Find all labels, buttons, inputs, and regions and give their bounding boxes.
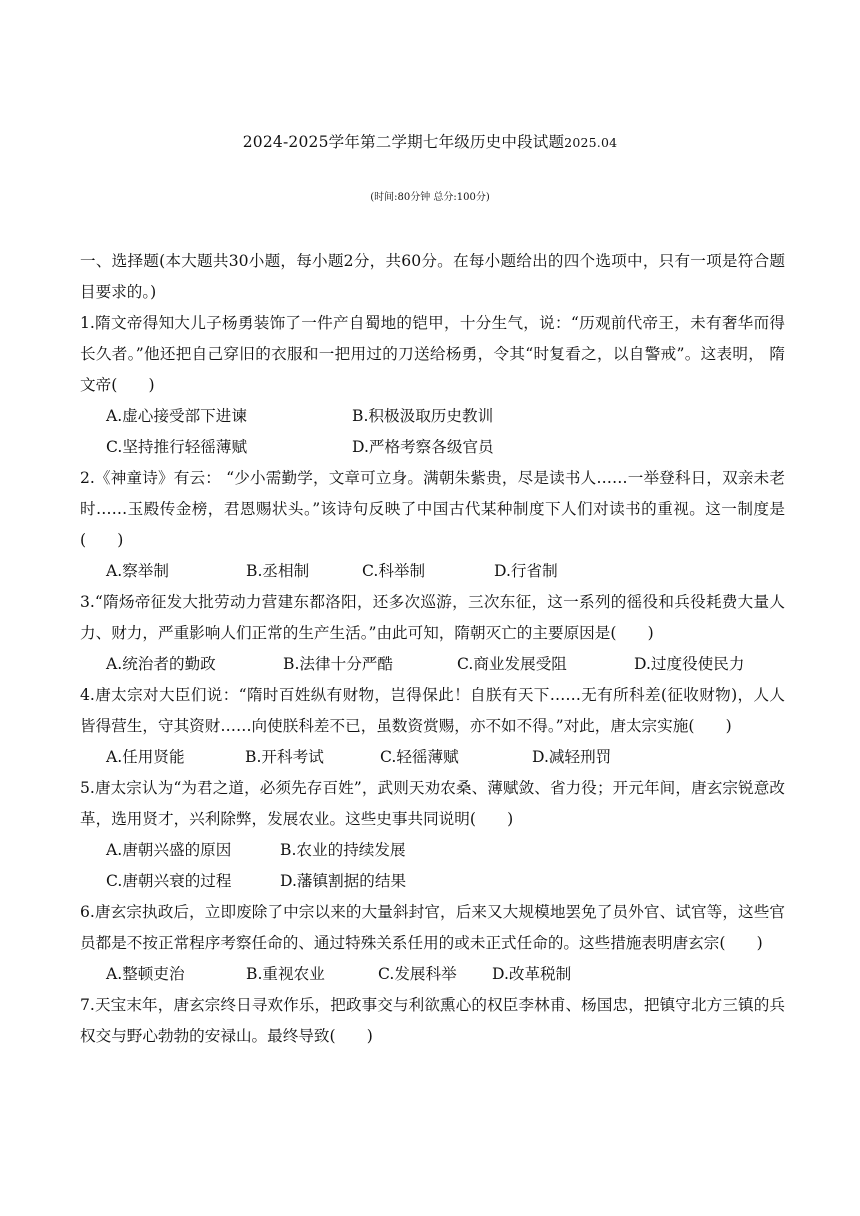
- option-b: B.丞相制: [246, 562, 310, 580]
- option-d: D.减轻刑罚: [532, 748, 612, 766]
- option-b: B.重视农业: [246, 965, 325, 983]
- exam-meta: (时间:80分钟 总分:100分): [370, 192, 490, 203]
- question-1-options-row2: [80, 432, 785, 463]
- option-a: A.整顿吏治: [106, 965, 185, 983]
- question-2-options: [80, 556, 785, 587]
- option-c: C.唐朝兴衰的过程: [106, 872, 232, 890]
- option-a: A.唐朝兴盛的原因: [106, 841, 232, 859]
- exam-body: [80, 246, 785, 1052]
- option-c: C.坚持推行轻徭薄赋: [106, 438, 248, 456]
- question-2-stem: 2.《神童诗》有云： “少小需勤学，文章可立身。满朝朱紫贵，尽是读书人……一举登科日，双亲未老时……玉殿传金榜，君恩赐状头。”该诗句反映了中国古代某种制度下人们对读书的重视。这一制度是( ): [80, 469, 785, 549]
- option-c: C.轻徭薄赋: [380, 748, 459, 766]
- question-4-options: [80, 742, 785, 773]
- option-d: D.藩镇割据的结果: [280, 872, 407, 890]
- option-d: D.改革税制: [492, 965, 572, 983]
- question-6-stem: 6.唐玄宗执政后，立即废除了中宗以来的大量斜封官，后来又大规模地罢免了员外官、试官等，这些官员都是不按正常程序考察任命的、通过特殊关系任用的或未正式任命的。这些措施表明唐玄宗( ): [80, 903, 785, 952]
- question-7-stem: 7.天宝末年，唐玄宗终日寻欢作乐，把政事交与利欲熏心的权臣李林甫、杨国忠，把镇守北方三镇的兵权交与野心勃勃的安禄山。最终导致( ): [80, 996, 785, 1045]
- question-6-options: [80, 959, 785, 990]
- option-d: D.严格考察各级官员: [352, 438, 494, 456]
- page-title: [0, 130, 860, 152]
- question-3-options: [80, 649, 785, 680]
- option-c: C.发展科举: [378, 965, 457, 983]
- title-date: 2025.04: [564, 135, 618, 150]
- option-c: C.商业发展受阻: [457, 655, 567, 673]
- option-a: A.任用贤能: [106, 748, 185, 766]
- question-5-stem: 5.唐太宗认为“为君之道，必须先存百姓”，武则天劝农桑、薄赋敛、省力役；开元年间，唐玄宗锐意改革，选用贤才，兴利除弊，发展农业。这些史事共同说明( ): [80, 779, 785, 828]
- option-d: D.行省制: [494, 562, 558, 580]
- option-d: D.过度役使民力: [634, 655, 745, 673]
- option-b: B.法律十分严酷: [283, 655, 393, 673]
- option-b: B.开科考试: [245, 748, 324, 766]
- question-5-options-row2: [80, 866, 785, 897]
- title-text: 2024-2025学年第二学期七年级历史中段试题: [242, 133, 565, 151]
- option-b: B.农业的持续发展: [280, 841, 406, 859]
- section-heading: 一、选择题(本大题共30小题，每小题2分，共60分。在每小题给出的四个选项中，只有一项是符合题目要求的。): [80, 252, 785, 301]
- option-a: A.察举制: [106, 562, 169, 580]
- option-c: C.科举制: [362, 562, 426, 580]
- question-1-options: [80, 401, 785, 432]
- question-3-stem: 3.“隋炀帝征发大批劳动力营建东都洛阳，还多次巡游，三次东征，这一系列的徭役和兵役耗费大量人力、财力，严重影响人们正常的生产生活。”由此可知，隋朝灭亡的主要原因是( ): [80, 593, 785, 642]
- option-b: B.积极汲取历史教训: [352, 407, 494, 425]
- question-4-stem: 4.唐太宗对大臣们说：“隋时百姓纵有财物，岂得保此！自朕有天下……无有所科差(征收财物)，人人皆得营生，守其资财……向使朕科差不已，虽数资赏赐，亦不如不得。”对此，唐太宗实施( ): [80, 686, 785, 735]
- question-5-options: [80, 835, 785, 866]
- question-1-stem: 1.隋文帝得知大儿子杨勇装饰了一件产自蜀地的铠甲，十分生气，说：“历观前代帝王，未有奢华而得长久者。”他还把自己穿旧的衣服和一把用过的刀送给杨勇，令其“时复看之，以自警戒”。这表明， 隋文帝( ): [80, 314, 785, 394]
- option-a: A.虚心接受部下进谏: [106, 407, 247, 425]
- option-a: A.统治者的勤政: [106, 655, 216, 673]
